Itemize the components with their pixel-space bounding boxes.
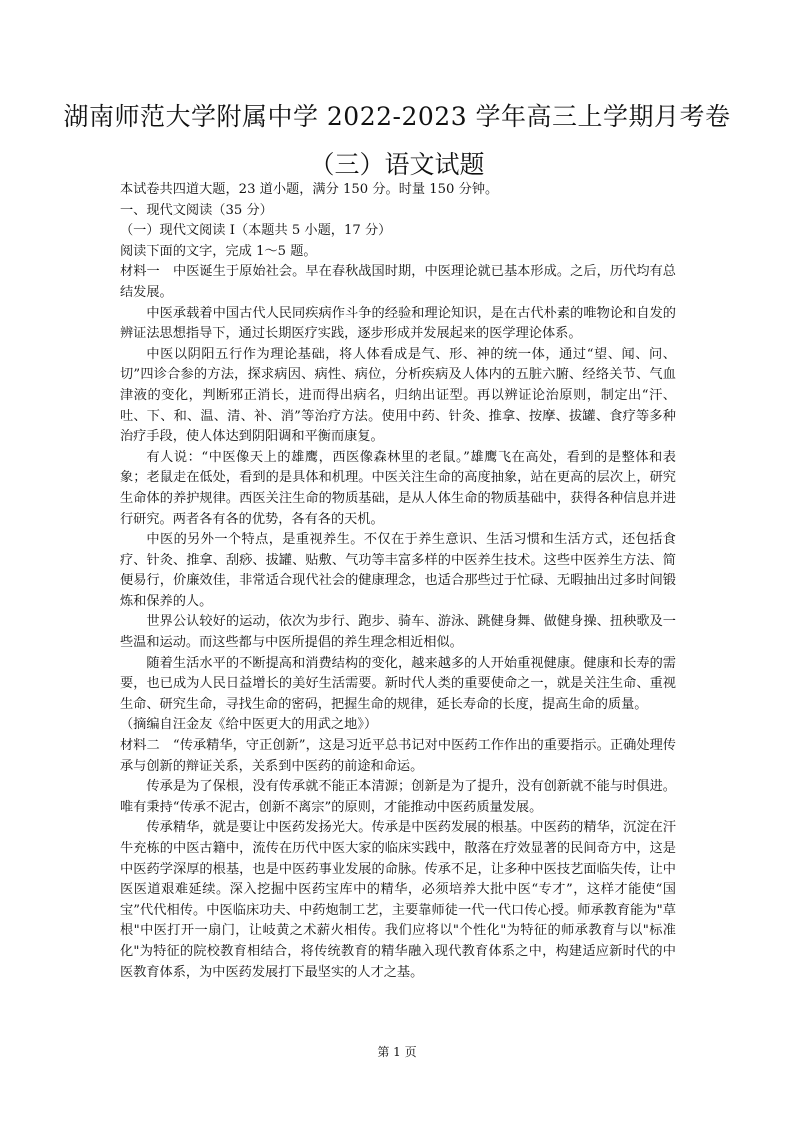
paragraph: 有人说：“中医像天上的雄鹰，西医像森林里的老鼠。”雄鹰飞在高处，看到的是整体和表象；老鼠走在低处，看到的是具体和机理。中医关注生命的高度抽象，站在更高的层次上，研究生命体的养护规律。西医关注生命的物质基础，是从人体生命的物质基础中，获得各种信息并进行研究。两者各有各的优势，各有各的天机。 (120, 449, 676, 527)
exam-subtitle: （三）语文试题 (309, 150, 485, 179)
exam-instructions: 本试卷共四道大题，23 道小题，满分 150 分。时量 150 分钟。 (120, 182, 499, 197)
paragraph: 中医以阴阳五行作为理论基础，将人体看成是气、形、神的统一体，通过“望、闻、问、切”四诊合参的方法，探求病因、病性、病位，分析疾病及人体内的五脏六腑、经络关节、气血津液的变化，判断邪正消长，进而得出病名，归纳出证型。再以辨证论治原则，制定出“汗、吐、下、和、温、清、补、消”等治疗方法。使用中药、针灸、推拿、按摩、拔罐、食疗等多种治疗手段，使人体达到阴阳调和平衡而康复。 (120, 346, 676, 445)
material-two-intro: 材料二 “传承精华，守正创新”，这是习近平总书记对中医药工作作出的重要指示。正确处理传承与创新的辩证关系，关系到中医药的前途和命运。 (120, 738, 676, 774)
paragraph: 中医承载着中国古代人民同疾病作斗争的经验和理论知识，是在古代朴素的唯物论和自发的辨证法思想指导下，通过长期医疗实践，逐步形成并发展起来的医学理论体系。 (120, 305, 676, 342)
page-number: 第 1 页 (377, 1045, 417, 1059)
paragraph: 传承是为了保根，没有传承就不能正本清源；创新是为了提升，没有创新就不能与时俱进。唯有秉持“传承不泥古，创新不离宗”的原则，才能推动中医药质量发展。 (120, 779, 676, 815)
material-one-intro: 材料一 中医诞生于原始社会。早在春秋战国时期，中医理论就已基本形成。之后，历代均有总结发展。 (120, 264, 676, 300)
reading-instruction: 阅读下面的文字，完成 1～5 题。 (120, 243, 317, 259)
paragraph: 随着生活水平的不断提高和消费结构的变化，越来越多的人开始重视健康。健康和长寿的需要，也已成为人民日益增长的美好生活需要。新时代人类的重要使命之一，就是关注生命、重视生命、研究生命，寻找生命的密码，把握生命的规律，延长寿命的长度，提高生命的质量。 (120, 655, 676, 712)
subsection-heading: （一）现代文阅读 I（本题共 5 小题，17 分） (120, 223, 392, 239)
paragraph: 世界公认较好的运动，依次为步行、跑步、骑车、游泳、跳健身舞、做健身操、扭秧歌及一些温和运动。而这些都与中医所提倡的养生理念相近相似。 (120, 614, 676, 651)
exam-title: 湖南师范大学附属中学 2022-2023 学年高三上学期月考卷 (63, 102, 731, 131)
section-heading: 一、现代文阅读（35 分） (120, 202, 273, 218)
paragraph: 中医的另外一个特点，是重视养生。不仅在于养生意识、生活习惯和生活方式，还包括食疗、针灸、推拿、刮痧、拔罐、贴敷、气功等丰富多样的中医养生技术。这些中医养生方法、简便易行，价廉效佳，非常适合现代社会的健康理念，也适合那些过于忙碌、无暇抽出过多时间锻炼和保养的人。 (120, 532, 676, 609)
source-citation: （摘编自汪金友《给中医更大的用武之地》） (120, 717, 378, 733)
passage-body (120, 180, 676, 983)
paragraph: 传承精华，就是要让中医药发扬光大。传承是中医药发展的根基。中医药的精华，沉淀在汗牛充栋的中医古籍中，流传在历代中医大家的临床实践中，散落在疗效显著的民间奇方中，这是中医药学深厚的根基，也是中医药事业发展的命脉。传承不足，让多种中医技艺面临失传，让中医医道艰难延续。深入挖掘中医药宝库中的精华，必须培养大批中医“专才”，这样才能使“国宝”代代相传。中医临床功夫、中药炮制工艺，主要靠师徒一代一代口传心授。师承教育能为"草根"中医打开一扇门，让岐黄之术薪火相传。我们应将以"个性化"为特征的师承教育与以"标准化"为特征的院校教育相结合，将传统教育的精华融入现代教育体系之中，构建适应新时代的中医教育体系，为中医药发展打下最坚实的人才之基。 (120, 820, 676, 980)
